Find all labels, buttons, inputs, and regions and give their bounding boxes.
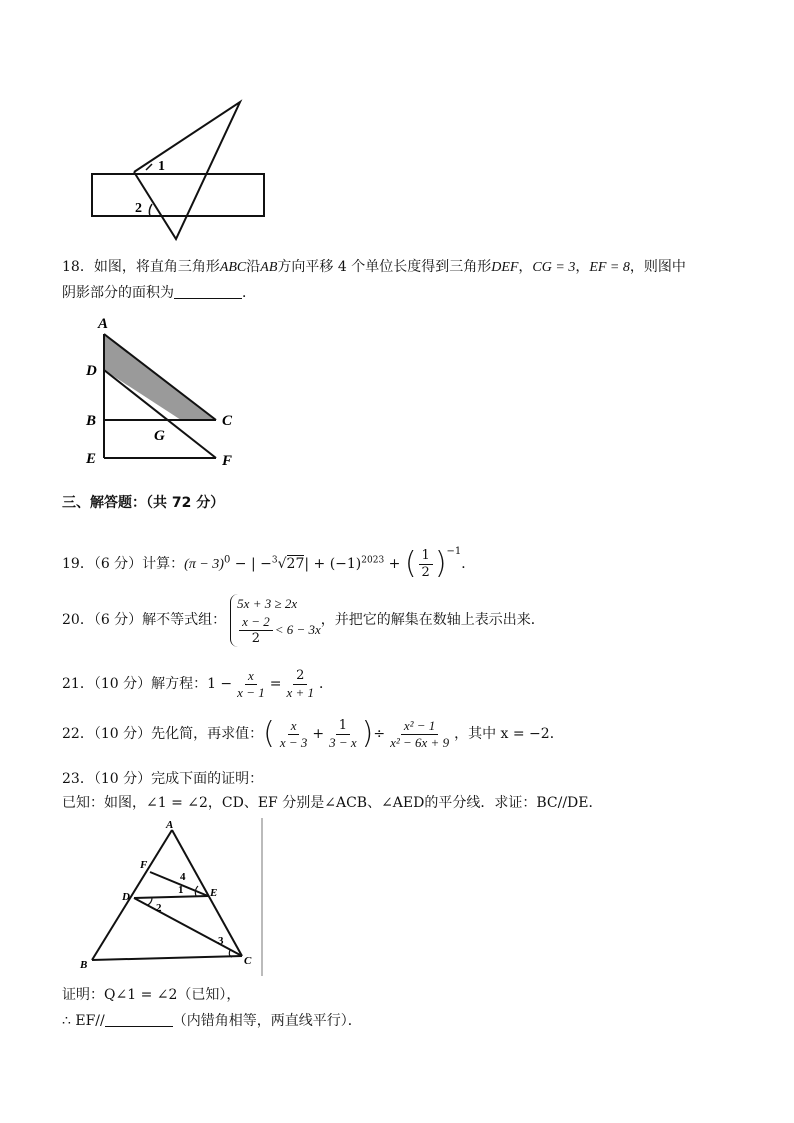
q23-line1: 23．（10 分）完成下面的证明： xyxy=(62,771,264,787)
label-f: F xyxy=(222,453,233,469)
segment-ab xyxy=(92,830,172,960)
proof-blank[interactable] xyxy=(105,1012,173,1027)
angle-2-label: 2 xyxy=(135,201,142,216)
q23-proof2: ∴ EF// （内错角相等，两直线平行）． xyxy=(62,1013,362,1029)
label-f: F xyxy=(140,859,148,871)
label-e: E xyxy=(210,887,218,899)
angle-2-arc xyxy=(149,204,152,216)
figure-18 xyxy=(80,312,250,472)
root-sign: √ xyxy=(277,556,287,572)
q20: 20．（6 分）解不等式组： 5x + 3 ≥ 2x $\frac{x - 2}{2}$ < 6 − 3x ，并把它的解集在数轴上表示出来． xyxy=(62,595,545,646)
figure-17 xyxy=(84,92,274,244)
q23-line2: 已知：如图，∠1 = ∠2，CD、EF 分别是∠ACB、∠AED的平分线．求证：BC//DE． xyxy=(62,795,603,811)
segment-de xyxy=(134,896,208,898)
label-a: A xyxy=(98,316,109,332)
q19: 19．（6 分）计算：$(\pi - 3)^0$ − | $-^3√27| + (-1)^{2023}$ + ( $\frac{1}{2}$ )$^{-1}$． xyxy=(62,546,476,581)
label-2: 2 xyxy=(156,902,162,914)
label-3: 3 xyxy=(218,935,224,947)
label-c: C xyxy=(244,955,252,967)
q18-line1: 18．如图，将直角三角形ABC沿AB方向平移 4 个单位长度得到三角形DEF，CG = 3，EF = 8，则图中 xyxy=(62,259,686,275)
segment-bc xyxy=(92,956,242,960)
label-g: G xyxy=(154,428,165,444)
answer-blank[interactable] xyxy=(174,284,242,299)
figure-23 xyxy=(72,816,272,976)
q18-line2: 阴影部分的面积为 ． xyxy=(62,285,256,301)
rectangle-strip xyxy=(92,174,264,216)
label-d: D xyxy=(122,891,130,903)
fraction-half: $\frac{1}{2}$ xyxy=(419,548,433,581)
inequality-system: 5x + 3 ≥ 2x $\frac{x - 2}{2}$ < 6 − 3x xyxy=(230,594,321,647)
section-heading: 三、解答题：（共 72 分） xyxy=(62,495,225,511)
label-b: B xyxy=(86,413,97,429)
angle-1-label: 1 xyxy=(158,159,165,174)
q21: 21．（10 分）解方程：1 − $\frac{x}{x - 1}$ = $\frac{2}{x + 1}$ ． xyxy=(62,667,333,700)
q23-proof1: 证明：Q∠1 = ∠2（已知）， xyxy=(62,987,241,1003)
triangle-17 xyxy=(134,102,240,239)
label-a: A xyxy=(166,819,174,831)
label-c: C xyxy=(222,413,233,429)
label-b: B xyxy=(80,959,88,971)
label-4: 4 xyxy=(180,871,186,883)
angle-2-arc xyxy=(148,898,152,905)
q22: 22．（10 分）先化简，再求值：( $\frac{x}{x - 3}$ + $\frac{1}{3 - x}$ )÷ $\frac{\text{x² − 1}}{\text{x² − 6x + 9}}$ ，其中 x = −2． xyxy=(62,716,564,751)
label-e: E xyxy=(86,451,97,467)
label-d: D xyxy=(86,363,97,379)
angle-1-arc xyxy=(146,164,152,170)
label-1: 1 xyxy=(178,884,184,896)
